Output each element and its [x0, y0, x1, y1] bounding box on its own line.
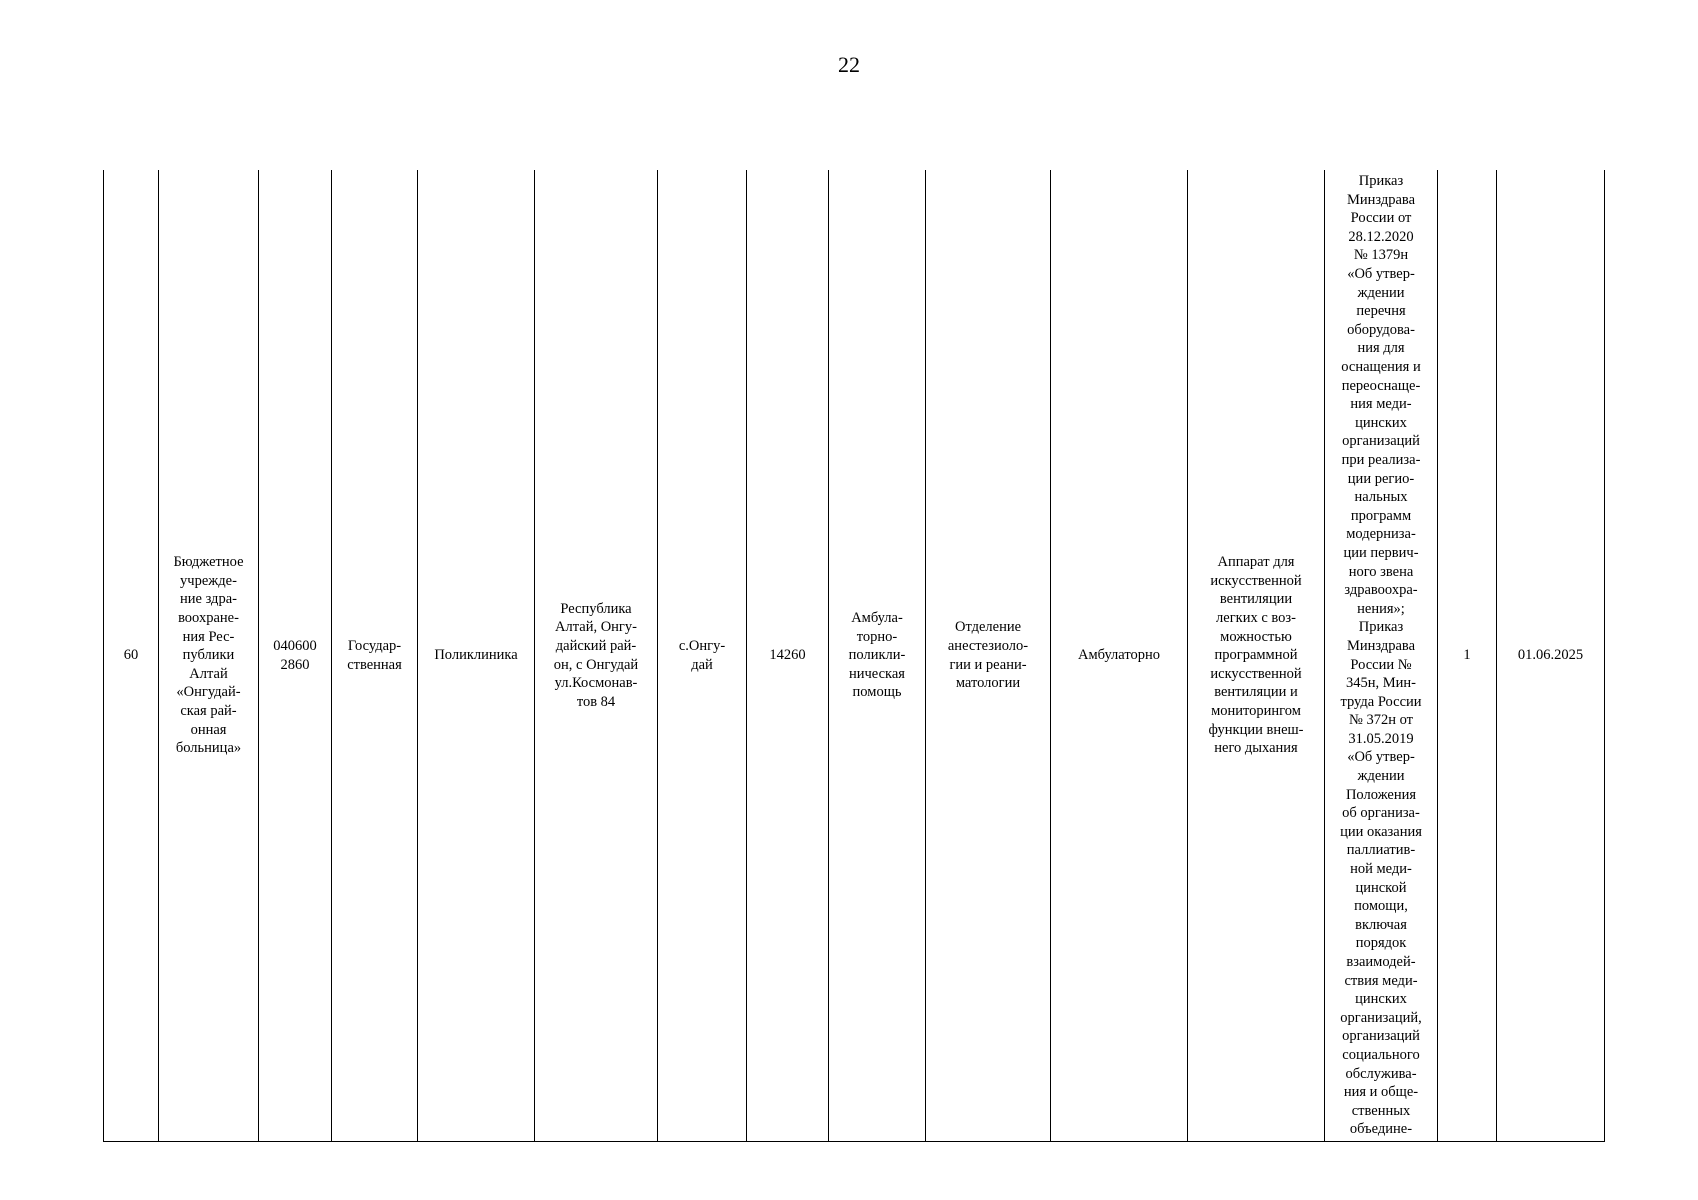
- table-row: [104, 170, 1605, 1142]
- facility-type-cell: [418, 170, 535, 1142]
- settlement-cell: [658, 170, 747, 1142]
- population-cell: [747, 170, 829, 1142]
- address: Республика Алтай, Онгу- дайский рай- он, с Онгудай ул.Космонав- тов 84: [553, 600, 639, 710]
- care-type-cell: [829, 170, 926, 1142]
- quantity-cell: [1438, 170, 1497, 1142]
- organization-cell: [159, 170, 259, 1142]
- care-type: Амбула- торно- поликли- ническая помощь: [848, 610, 906, 701]
- date: 01.06.2025: [1517, 647, 1584, 664]
- row-number-cell: [104, 170, 159, 1142]
- settlement: с.Онгу- дай: [678, 637, 726, 673]
- document-table: [103, 170, 1605, 1142]
- quantity: 1: [1463, 647, 1471, 664]
- equipment-name: Аппарат для искусственной вентиляции легких с воз- можностью программной искусственной вентиляции и мониторингом функции внеш- него дыхания: [1208, 554, 1304, 757]
- legal-basis-cell: [1325, 170, 1438, 1142]
- row-number: 60: [123, 647, 139, 664]
- ownership-cell: [332, 170, 418, 1142]
- care-conditions: Амбулаторно: [1077, 647, 1161, 664]
- code-cell: [259, 170, 332, 1142]
- organization-name: Бюджетное учрежде- ние здра- воохране- ния Рес- публики Алтай «Онгудай- ская рай- онная больница»: [173, 554, 244, 757]
- date-cell: [1497, 170, 1605, 1142]
- care-conditions-cell: [1051, 170, 1188, 1142]
- facility-type: Поликлиника: [434, 647, 518, 664]
- department-cell: [926, 170, 1051, 1142]
- page-number: 22: [838, 52, 860, 77]
- organization-code: 040600 2860: [273, 637, 317, 673]
- department: Отделение анестезиоло- гии и реани- матологии: [947, 619, 1029, 692]
- legal-basis: Приказ Минздрава России от 28.12.2020 № 1379н «Об утвер- ждении перечня оборудова- ния для оснащения и переоснаще- ния меди- цинских организаций при реализа- ции регио- нальных программ модерниза- ции первич- ного звена здравоохра- нения»; Приказ Минздрава России № 345н, Мин- труда России № 372н от 31.05.2019 «Об утвер- ждении Положения об организа- ции оказания паллиатив- ной меди- цинской помощи, включая порядок взаимодей- ствия меди- цинских организаций, организаций социального обслужива- ния и обще- ственных объедине-: [1340, 173, 1422, 1138]
- address-cell: [535, 170, 658, 1142]
- population: 14260: [769, 647, 806, 664]
- equipment-cell: [1188, 170, 1325, 1142]
- ownership-form: Государ- ственная: [347, 637, 402, 673]
